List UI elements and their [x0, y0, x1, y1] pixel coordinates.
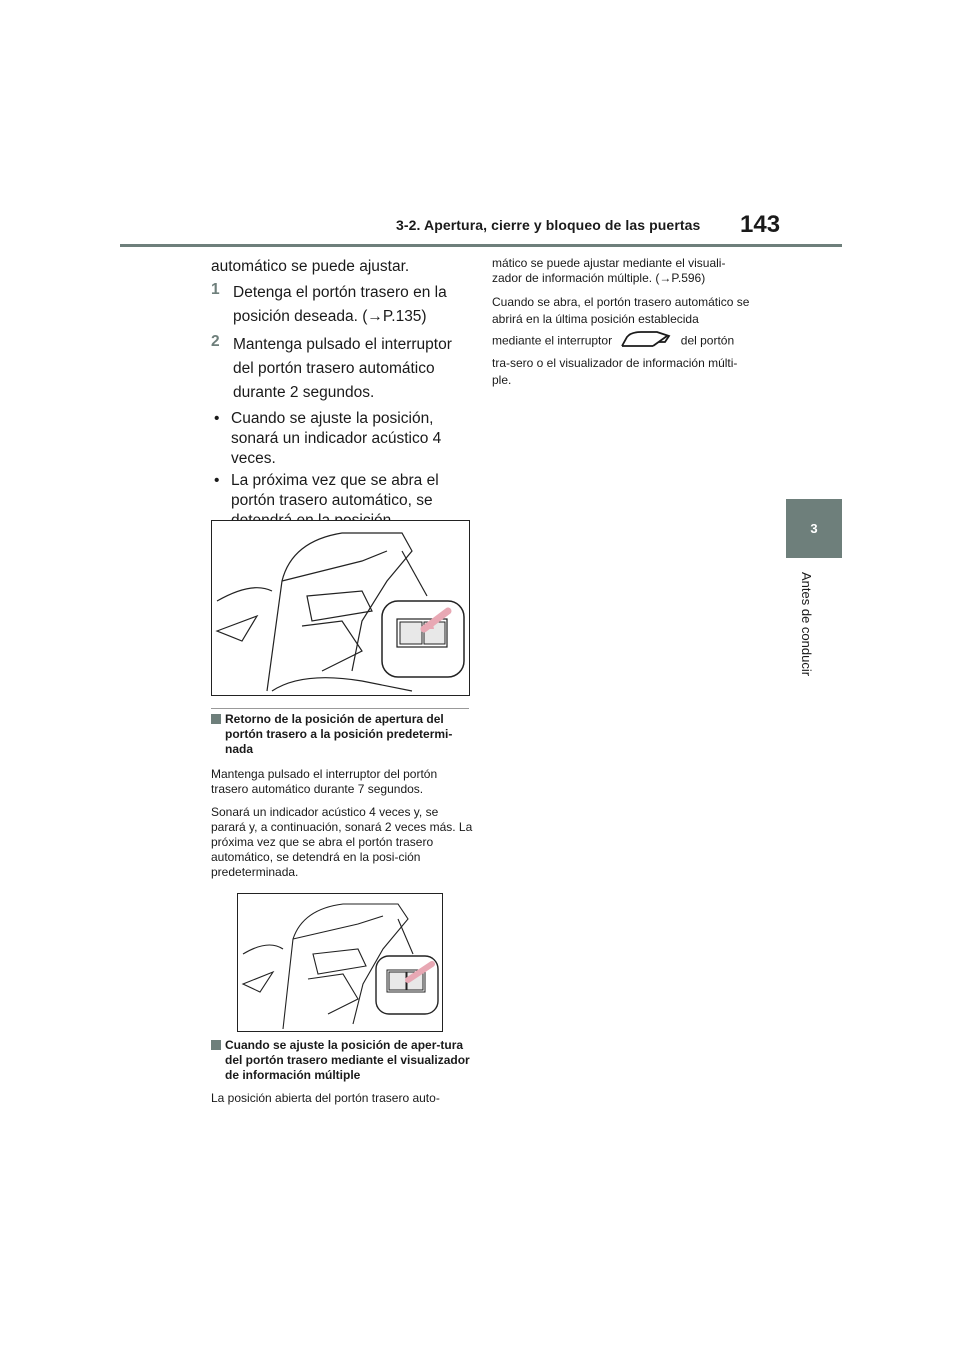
- tailgate-drawing-2: [238, 894, 442, 1031]
- tailgate-switch-icon: [619, 328, 673, 355]
- paragraph: [492, 294, 750, 389]
- step-1: [211, 281, 471, 329]
- list-item: • Cuando se ajuste la posición, sonará un indicador acústico 4 veces.: [211, 409, 471, 469]
- section-title: 3-2. Apertura, cierre y bloqueo de las puertas: [396, 217, 701, 233]
- step-text: Detenga el portón trasero en la posición deseada. (→P.135): [233, 284, 447, 325]
- header-rule: [120, 244, 842, 247]
- section-multi-info-display: [211, 1038, 473, 1106]
- paragraph-part: Cuando se abra, el portón trasero automático se abrirá en la última posición establecida mediante el interruptor: [492, 295, 750, 348]
- right-column: [492, 252, 750, 389]
- paragraph: mático se puede ajustar mediante el visuali-zador de información múltiple. (→P.596): [492, 256, 726, 285]
- paragraph: Mantenga pulsado el interruptor del portón trasero automático durante 7 segundos.: [211, 767, 438, 796]
- tailgate-illustration: [211, 520, 470, 696]
- heading-text: Retorno de la posición de apertura del portón trasero a la posición predetermi-nada: [225, 712, 453, 756]
- paragraph: Sonará un indicador acústico 4 veces y, se parará y, a continuación, sonará 2 veces más. La próxima vez que se abra el portón trasero automático, se detendrá en la posi-ción predeterminada.: [211, 805, 473, 879]
- step-text: Mantenga pulsado el interruptor del portón trasero automático durante 2 segundos.: [233, 336, 452, 401]
- heading-text: Cuando se ajuste la posición de aper-tura del portón trasero mediante el visualizador de información múltiple: [225, 1038, 470, 1082]
- chapter-label: Antes de conducir: [799, 572, 814, 677]
- chapter-tab[interactable]: [786, 499, 842, 558]
- tailgate-illustration-2: [237, 893, 443, 1032]
- section-return-default: [211, 712, 473, 880]
- chapter-number: 3: [810, 521, 818, 536]
- step-2: [211, 333, 471, 405]
- page-number: 143: [740, 211, 781, 238]
- step-number: 1: [211, 281, 220, 298]
- section-heading: [211, 712, 473, 757]
- section-heading: [211, 1038, 473, 1083]
- square-bullet-icon: [211, 1040, 221, 1050]
- tailgate-drawing: [212, 521, 469, 695]
- intro-text: automático se puede ajustar.: [211, 258, 410, 275]
- list-item: • La próxima vez que se abra el portón trasero automático, se: [211, 471, 471, 551]
- divider: [211, 708, 469, 709]
- step-number: 2: [211, 333, 220, 350]
- paragraph: La posición abierta del portón trasero auto-: [211, 1091, 440, 1105]
- square-bullet-icon: [211, 714, 221, 724]
- left-column: [211, 252, 471, 553]
- paragraph-part: del portón tra-sero o el visualizador de información múlti-ple.: [492, 333, 738, 387]
